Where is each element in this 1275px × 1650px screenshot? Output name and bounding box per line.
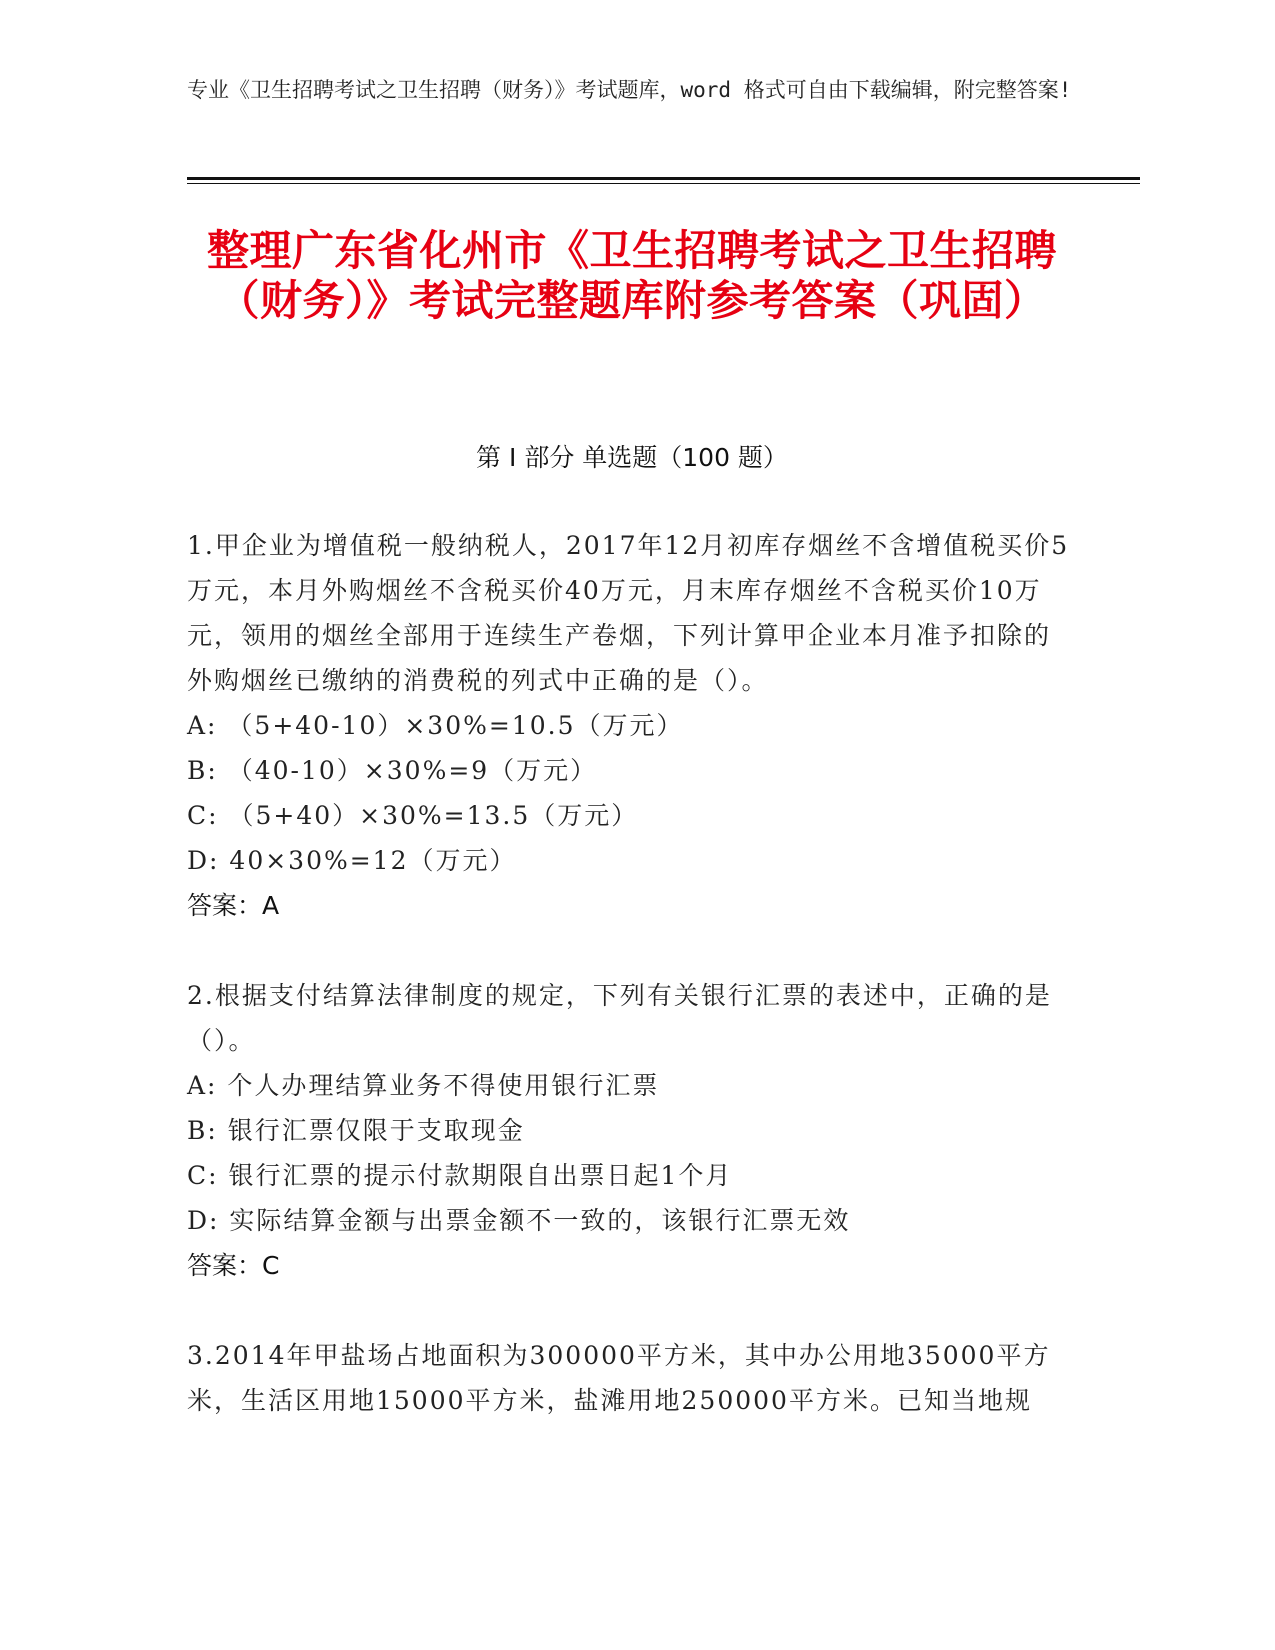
option-c: C: （5+40）×30%=13.5（万元） — [187, 801, 639, 830]
answer: 答案：A — [187, 891, 280, 920]
option-a: A: 个人办理结算业务不得使用银行汇票 — [187, 1071, 660, 1100]
question-2 — [187, 973, 1077, 1288]
question-stem: 1.甲企业为增值税一般纳税人，2017年12月初库存烟丝不含增值税买价5万元，本月外购烟丝不含税买价40万元，月末库存烟丝不含税买价10万元，领用的烟丝全部用于连续生产卷烟，下列计算甲企业本月准予扣除的外购烟丝已缴纳的消费税的列式中正确的是（）。 — [187, 531, 1070, 695]
question-3 — [187, 1333, 1077, 1423]
header-note: 专业《卫生招聘考试之卫生招聘（财务）》考试题库，word 格式可自由下载编辑，附完整答案! — [187, 78, 1072, 102]
option-b: B: （40-10）×30%=9（万元） — [187, 756, 598, 785]
header-divider-thick — [187, 177, 1140, 180]
question-1 — [187, 523, 1077, 928]
section-title: 第 I 部分 单选题（100 题） — [476, 443, 788, 472]
option-d: D: 实际结算金额与出票金额不一致的，该银行汇票无效 — [187, 1206, 851, 1235]
answer: 答案：C — [187, 1251, 280, 1280]
header-divider-thin — [187, 183, 1140, 184]
option-d: D: 40×30%=12（万元） — [187, 846, 517, 875]
option-b: B: 银行汇票仅限于支取现金 — [187, 1116, 525, 1145]
question-list — [187, 523, 1077, 1468]
question-stem: 2.根据支付结算法律制度的规定，下列有关银行汇票的表述中，正确的是（）。 — [187, 981, 1052, 1055]
option-a: A: （5+40-10）×30%=10.5（万元） — [187, 711, 684, 740]
document-title: 整理广东省化州市《卫生招聘考试之卫生招聘（财务）》考试完整题库附参考答案（巩固） — [206, 226, 1057, 325]
question-stem: 3.2014年甲盐场占地面积为300000平方米，其中办公用地35000平方米，生活区用地15000平方米，盐滩用地250000平方米。已知当地规 — [187, 1341, 1051, 1415]
option-c: C: 银行汇票的提示付款期限自出票日起1个月 — [187, 1161, 733, 1190]
